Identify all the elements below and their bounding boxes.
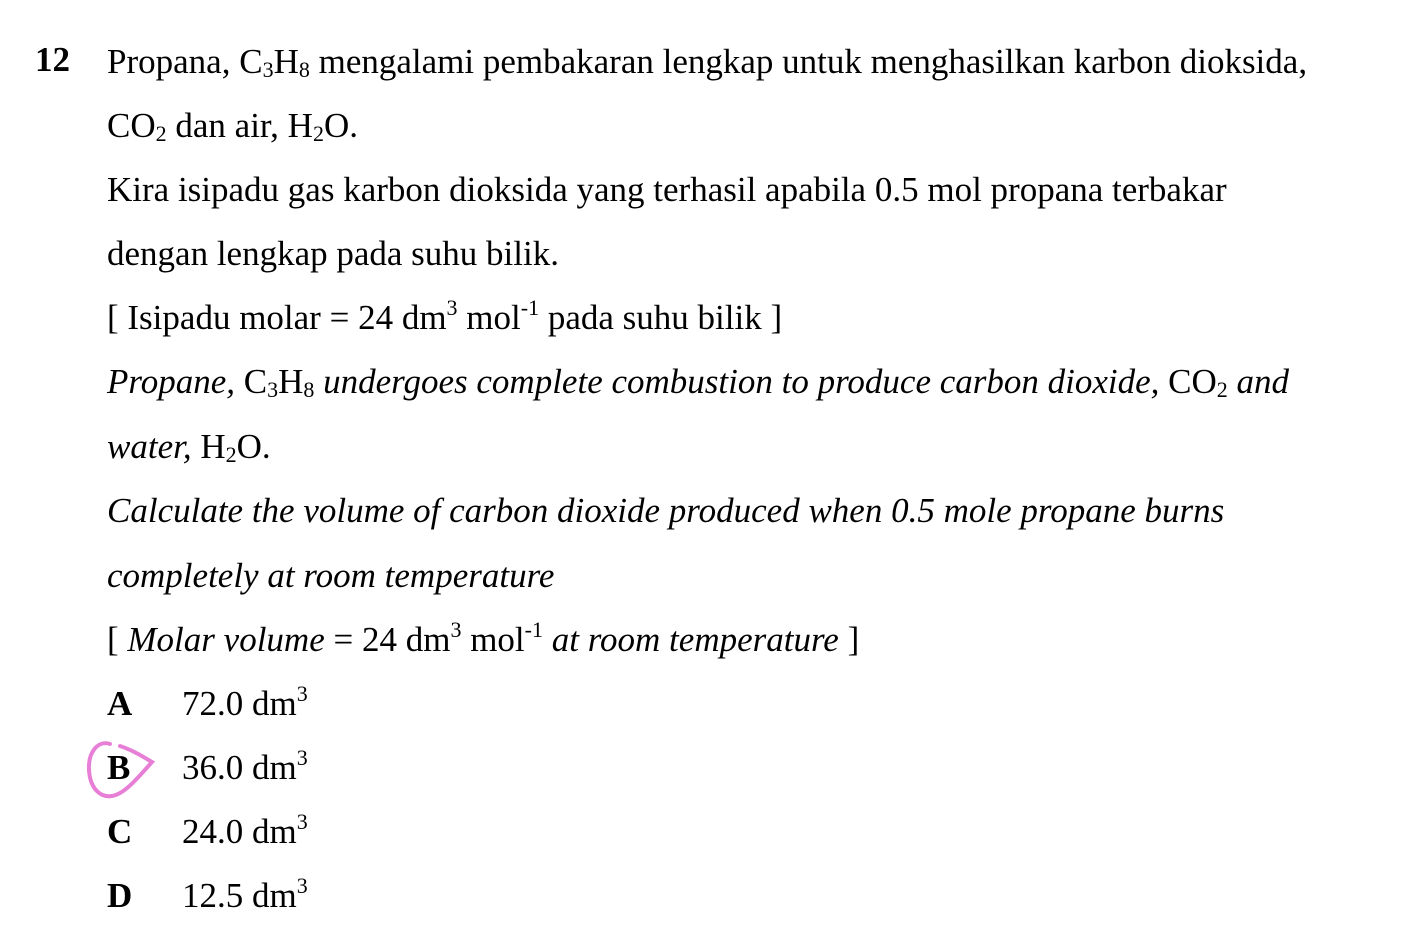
handwritten-circle-mark — [80, 732, 170, 807]
text-segment: C — [239, 42, 263, 81]
question-line — [107, 232, 559, 276]
question-line — [107, 489, 1224, 533]
text-segment: at room temperature — [542, 620, 839, 659]
text-segment: O. — [236, 427, 271, 466]
supscript: -1 — [520, 295, 540, 320]
option-letter: A — [107, 684, 133, 723]
question-number: 12 — [35, 40, 70, 79]
text-segment: H — [278, 362, 304, 401]
text-segment: dengan lengkap pada suhu bilik. — [107, 234, 559, 273]
question-line — [107, 104, 358, 148]
option-unit-superscript: 3 — [296, 745, 308, 770]
question-line — [107, 554, 554, 598]
option-value: 24.0 dm — [182, 812, 297, 851]
subscript: 2 — [1216, 377, 1228, 402]
text-segment: Kira isipadu gas karbon dioksida yang terhasil apabila 0.5 mol propana terbakar — [107, 170, 1227, 209]
text-segment: and — [1227, 362, 1290, 401]
text-segment: CO — [1168, 362, 1217, 401]
text-segment: Calculate the volume of carbon dioxide produced when 0.5 mole propane burns — [107, 491, 1225, 530]
question-line — [107, 360, 1289, 404]
question-line — [107, 168, 1227, 212]
option-unit-superscript: 3 — [296, 873, 308, 898]
option-unit-superscript: 3 — [296, 681, 308, 706]
text-segment: mengalami pembakaran lengkap untuk menghasilkan karbon dioksida, — [309, 42, 1308, 81]
text-segment: O. — [323, 106, 358, 145]
subscript: 8 — [303, 377, 315, 402]
question-line — [107, 40, 1307, 84]
subscript: 2 — [225, 442, 237, 467]
text-segment: Propane, — [107, 362, 244, 401]
text-segment: Propana, — [107, 42, 240, 81]
text-segment: CO — [107, 106, 156, 145]
text-segment: = 24 dm — [324, 620, 451, 659]
supscript: 3 — [446, 295, 458, 320]
option-value: 36.0 dm — [182, 748, 297, 787]
option-letter: B — [107, 748, 131, 787]
question-line — [107, 618, 859, 662]
text-segment: mol — [457, 298, 521, 337]
subscript: 2 — [155, 121, 167, 146]
text-segment: [ Isipadu molar = 24 dm — [107, 298, 447, 337]
option-letter: D — [107, 876, 133, 915]
option-value: 12.5 dm — [182, 876, 297, 915]
option-value: 72.0 dm — [182, 684, 297, 723]
question-line — [107, 296, 782, 340]
subscript: 2 — [312, 121, 324, 146]
option-a[interactable] — [107, 682, 308, 726]
text-segment: undergoes complete combustion to produce carbon dioxide, — [314, 362, 1169, 401]
subscript: 3 — [262, 57, 274, 82]
text-segment: H — [273, 42, 299, 81]
text-segment: ] — [838, 620, 860, 659]
subscript: 3 — [267, 377, 279, 402]
text-segment: water, — [107, 427, 201, 466]
option-letter: C — [107, 812, 133, 851]
option-d[interactable] — [107, 874, 308, 918]
text-segment: dan air, H — [166, 106, 313, 145]
question-line — [107, 425, 271, 469]
option-c[interactable] — [107, 810, 308, 854]
supscript: 3 — [450, 617, 462, 642]
text-segment: Molar volume — [127, 620, 325, 659]
text-segment: pada suhu bilik ] — [539, 298, 783, 337]
text-segment: C — [243, 362, 268, 401]
text-segment: [ — [107, 620, 128, 659]
subscript: 8 — [298, 57, 310, 82]
text-segment: H — [200, 427, 226, 466]
text-segment: mol — [461, 620, 525, 659]
option-unit-superscript: 3 — [296, 809, 308, 834]
text-segment: completely at room temperature — [107, 556, 555, 595]
supscript: -1 — [524, 617, 543, 642]
